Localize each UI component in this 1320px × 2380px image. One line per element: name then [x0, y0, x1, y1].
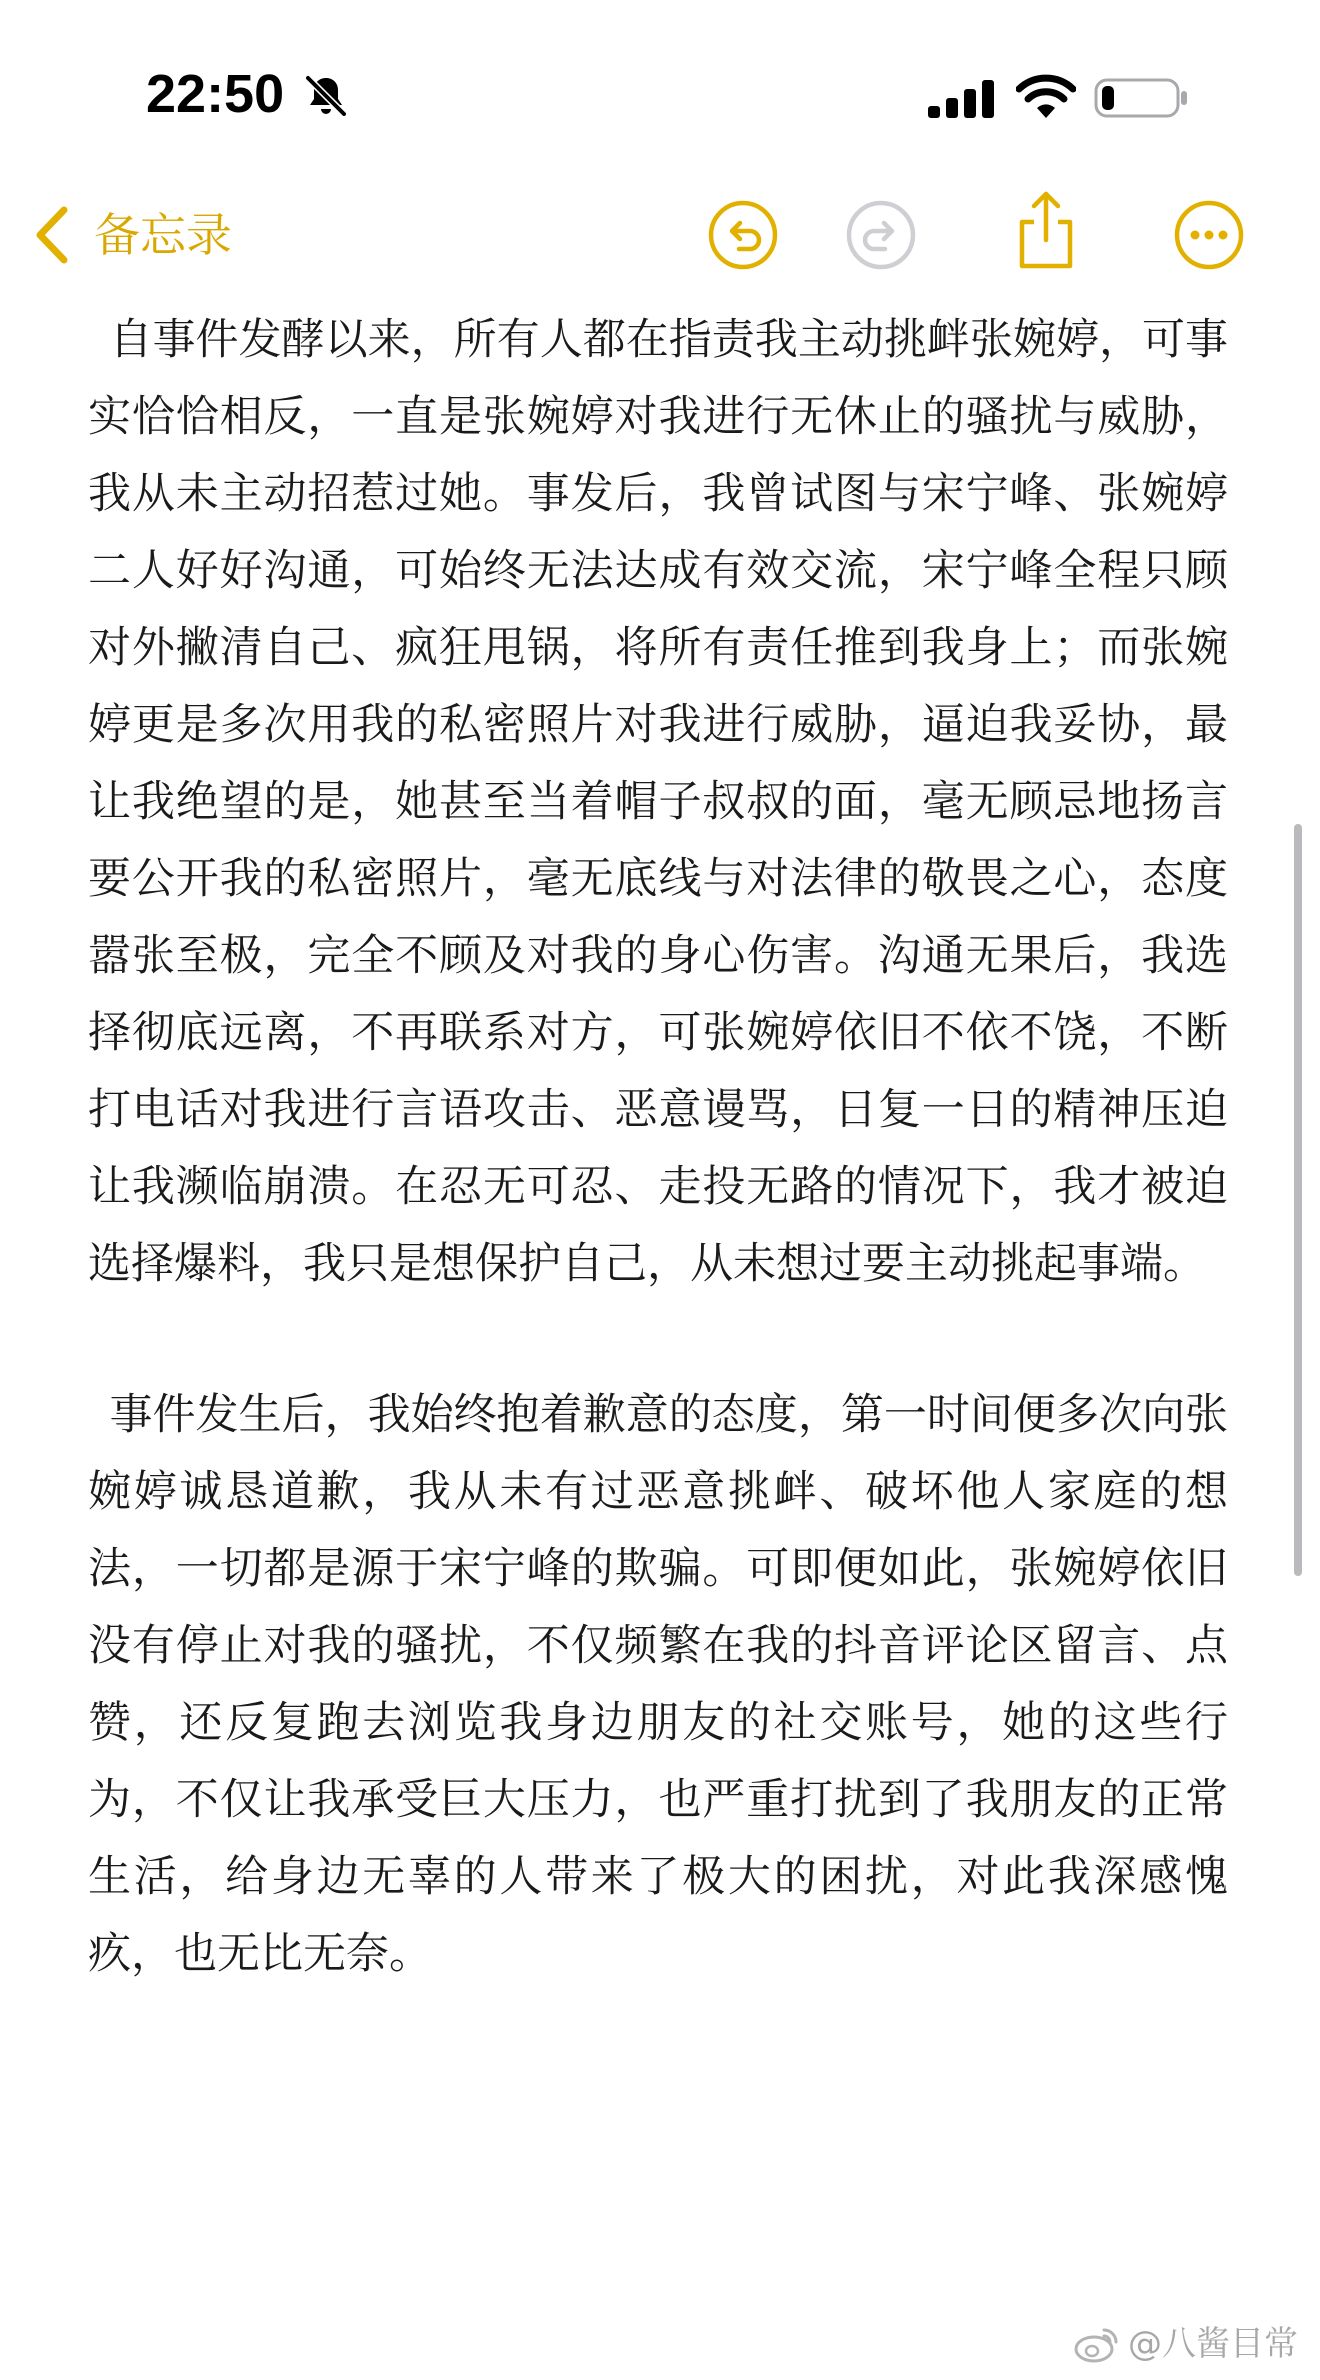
redo-icon[interactable] [844, 198, 918, 272]
watermark-text: @八酱目常 [1128, 2324, 1298, 2364]
chevron-left-icon [32, 204, 72, 266]
wifi-icon [1016, 74, 1076, 120]
weibo-logo-icon [1074, 2324, 1120, 2364]
cellular-signal-icon [926, 78, 998, 120]
back-label: 备忘录 [94, 208, 232, 262]
note-paragraph-2: 事件发生后，我始终抱着歉意的态度，第一时间便多次向张婉婷诚恳道歉，我从未有过恶意挑衅、破坏他人家庭的想法，一切都是源于宋宁峰的欺骗。可即便如此，张婉婷依旧没有停止对我的骚扰，不仅频繁在我的抖音评论区留言、点赞，还反复跑去浏览我身边朋友的社交账号，她的这些行为，不仅让我承受巨大压力，也严重打扰到了我朋友的正常生活，给身边无辜的人带来了极大的困扰，对此我深感愧疚，也无比无奈。 [88, 1390, 1228, 1979]
bell-slash-icon [302, 72, 350, 120]
watermark [1074, 2322, 1298, 2366]
scrollbar[interactable] [1294, 824, 1302, 1576]
status-time: 22:50 [146, 64, 285, 124]
back-button[interactable] [32, 200, 232, 270]
note-body[interactable] [88, 302, 1228, 1993]
undo-icon[interactable] [706, 198, 780, 272]
nav-bar [0, 180, 1320, 290]
share-icon[interactable] [1012, 188, 1080, 272]
status-bar [0, 0, 1320, 180]
note-paragraph-1: 自事件发酵以来，所有人都在指责我主动挑衅张婉婷，可事实恰恰相反，一直是张婉婷对我进行无休止的骚扰与威胁，我从未主动招惹过她。事发后，我曾试图与宋宁峰、张婉婷二人好好沟通，可始终无法达成有效交流，宋宁峰全程只顾对外撇清自己、疯狂甩锅，将所有责任推到我身上；而张婉婷更是多次用我的私密照片对我进行威胁，逼迫我妥协，最让我绝望的是，她甚至当着帽子叔叔的面，毫无顾忌地扬言要公开我的私密照片，毫无底线与对法律的敬畏之心，态度嚣张至极，完全不顾及对我的身心伤害。沟通无果后，我选择彻底远离，不再联系对方，可张婉婷依旧不依不饶，不断打电话对我进行言语攻击、恶意谩骂，日复一日的精神压迫让我濒临崩溃。在忍无可忍、走投无路的情况下，我才被迫选择爆料，我只是想保护自己，从未想过要主动挑起事端。 [88, 315, 1228, 1289]
ellipsis-circle-icon[interactable] [1172, 198, 1246, 272]
battery-low-icon [1094, 76, 1190, 120]
